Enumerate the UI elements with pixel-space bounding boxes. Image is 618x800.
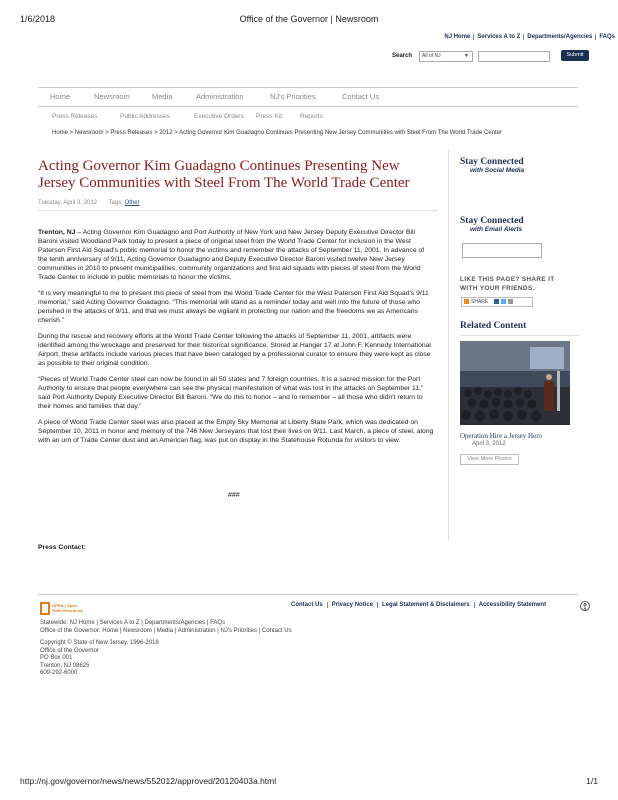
page-title: Acting Governor Kim Guadagno Continues Presenting New Jersey Communities with Steel From The World Trade Center (38, 158, 410, 191)
top-link-services[interactable]: Services A to Z (474, 34, 524, 40)
office-links[interactable]: Office of the Governor: Home | Newsroom | Media | Administration | NJ's Priorities | Contact Us (40, 627, 292, 634)
email-alerts-link[interactable]: with Email Alerts (470, 226, 523, 233)
article-body (38, 228, 434, 452)
opra-logo-text: OPRA | Open (52, 603, 77, 608)
subnav-public-addresses[interactable]: Public Addresses (120, 113, 170, 120)
share-icon (464, 299, 469, 304)
footer-link-contact[interactable]: Contact Us (287, 602, 328, 608)
related-photo[interactable] (460, 341, 570, 425)
phone-number: 609-292-6000 (40, 670, 78, 676)
subnav-press-kit[interactable]: Press Kit (256, 113, 283, 120)
address-line: PO Box 001 (40, 655, 73, 661)
paragraph-3: During the rescue and recovery efforts at the World Trade Center following the attacks of September 11, 2001, artifacts were identified among the wreckage and preserved for their historical significance. Stored at Hanger 17 at John F. Kennedy International Airport, these artifacts include various pieces that have been cataloged by a professional curator to ensure they were kept as close as possible to their original condition. (38, 333, 431, 367)
search-label: Search (392, 53, 413, 59)
related-content-title: Related Content (460, 321, 527, 331)
footer-links (287, 602, 550, 608)
stay-connected-title: Stay Connected (460, 157, 524, 167)
print-page-number: 1/1 (586, 776, 598, 786)
footer-nav-lists (40, 620, 292, 635)
tags-label: Tags: (108, 200, 123, 206)
share-prompt: LIKE THIS PAGE? SHARE IT WITH YOUR FRIENDS. (460, 276, 555, 292)
social-media-link[interactable]: with Social Media (470, 167, 525, 174)
paragraph-2: “It is very meaningful to me to present this piece of steel from the World Trade Center for the West Paterson First Aid Squad's 9/11 memorial,” said Acting Governor Guadagno. “This memorial will stand as a reminder today and well into the future of those who perished in the attacks of 9/11, and that we must always be vigilant in protecting our nation and the freedoms we as Americans cherish.” (38, 290, 429, 324)
photo-date: April 3, 2012 (472, 441, 506, 447)
footer-divider (38, 594, 578, 595)
address-line: Office of the Governor (40, 647, 99, 654)
view-more-photos-button[interactable]: View More Photos (460, 454, 519, 465)
search-input[interactable] (478, 51, 550, 62)
twitter-icon (501, 299, 506, 304)
chevron-down-icon: ▼ (464, 53, 469, 59)
nav-contact[interactable]: Contact Us (342, 92, 380, 101)
article-meta (38, 200, 140, 206)
search-scope-select[interactable]: All of NJ ▼ (419, 51, 473, 62)
footer-link-legal[interactable]: Legal Statement & Disclaimers (378, 602, 475, 608)
stay-connected-title: Stay Connected (460, 216, 524, 226)
end-marker: ### (228, 492, 240, 499)
search-submit-button[interactable]: Submit (561, 50, 589, 61)
divider (38, 210, 438, 211)
top-link-faqs[interactable]: FAQs (599, 34, 615, 40)
facebook-icon (494, 299, 499, 304)
stay-connected-social (460, 157, 580, 174)
statewide-links[interactable]: Statewide: NJ Home | Services A to Z | Departments/Agencies | FAQs (40, 620, 226, 626)
opra-logo-subtext: Public Records Act (52, 609, 83, 613)
nav-administration[interactable]: Administration (196, 92, 244, 101)
email-icon (508, 299, 513, 304)
email-alert-input[interactable] (462, 243, 542, 258)
footer-link-accessibility[interactable]: Accessibility Statement (478, 602, 547, 608)
paragraph-1: Trenton, NJ – Acting Governor Kim Guadagno and Port Authority of New York and New Jersey Deputy Executive Director Bill Baroni visited Woodland Park today to present a piece of original steel from the World Trade Center for inclusion in the West Paterson First Aid Squad's public memorial to honor the victims and remember the attacks of September 11, 2001. In advance of the tenth anniversary of 9/11, Acting Governor Guadagno and Deputy Executive Director Baroni visited twelve New Jersey communities in 2010 to present municipalities, community organizations and first aid squads with pieces of steel from the World Trade Center to include in public memorials to honor the victims. (38, 229, 425, 281)
subnav-executive-orders[interactable]: Executive Orders (194, 113, 244, 120)
photo-caption-link[interactable]: Operation Hire a Jersey Hero (460, 432, 543, 440)
top-link-nj-home[interactable]: NJ Home (441, 34, 474, 40)
main-nav (38, 87, 578, 107)
nav-home[interactable]: Home (50, 92, 71, 101)
column-divider (448, 150, 449, 540)
dateline: Trenton, NJ (38, 229, 76, 236)
address-line: Trenton, NJ 08625 (40, 662, 90, 669)
footer-link-privacy[interactable]: Privacy Notice (328, 602, 378, 608)
share-button[interactable]: SHARE (461, 297, 533, 307)
paragraph-5: A piece of World Trade Center steel was also placed at the Empty Sky Memorial at Liberty State Park, which was dedicated on September 10, 2011 in honor and memory of the 746 New Jerseyans that lost their lives on 9/11. Last March, a piece of steel, along with an urn of Trade Center dust and an American flag, was put on display in the Statehouse Rotunda for visitors to view. (38, 419, 434, 444)
copyright: Copyright © State of New Jersey, 1996-2018 (40, 640, 159, 646)
print-title: Office of the Governor | Newsroom (239, 14, 379, 24)
tag-link[interactable]: Other (124, 200, 140, 206)
article-date: Tuesday, April 3, 2012 (38, 200, 98, 206)
print-url: http://nj.gov/governor/news/news/552012/approved/20120403a.html (20, 776, 277, 786)
subnav-press-releases[interactable]: Press Releases (52, 113, 98, 120)
nav-priorities[interactable]: NJ's Priorities (270, 92, 316, 101)
divider (460, 335, 580, 336)
top-links (441, 34, 618, 40)
opra-logo[interactable] (40, 602, 84, 615)
stay-connected-email (460, 216, 580, 233)
nav-newsroom[interactable]: Newsroom (94, 92, 130, 101)
breadcrumb[interactable]: Home > Newsroom > Press Releases > 2012 > Acting Governor Kim Guadagno Continues Presenting New Jersey Communities with Steel From The World Trade Center (52, 130, 502, 136)
top-link-departments[interactable]: Departments/Agencies (524, 34, 596, 40)
paragraph-4: “Pieces of World Trade Center steel can now be found in all 50 states and 7 foreign countries. It is a sacred mission for the Port Authority to ensure that people everywhere can see the physical manifestation of what was lost in the attacks on September 11,” said Port Authority Deputy Executive Director Bill Baroni. “We do this to honor – and to remember – all those who didn't return to their homes and families that day.” (38, 376, 424, 410)
subnav-reports[interactable]: Reports (300, 113, 323, 120)
nav-media[interactable]: Media (152, 92, 173, 101)
footer-address (40, 640, 159, 678)
accessibility-icon[interactable] (580, 600, 590, 612)
press-contact: Press Contact: (38, 544, 86, 551)
print-date: 1/6/2018 (20, 14, 56, 24)
